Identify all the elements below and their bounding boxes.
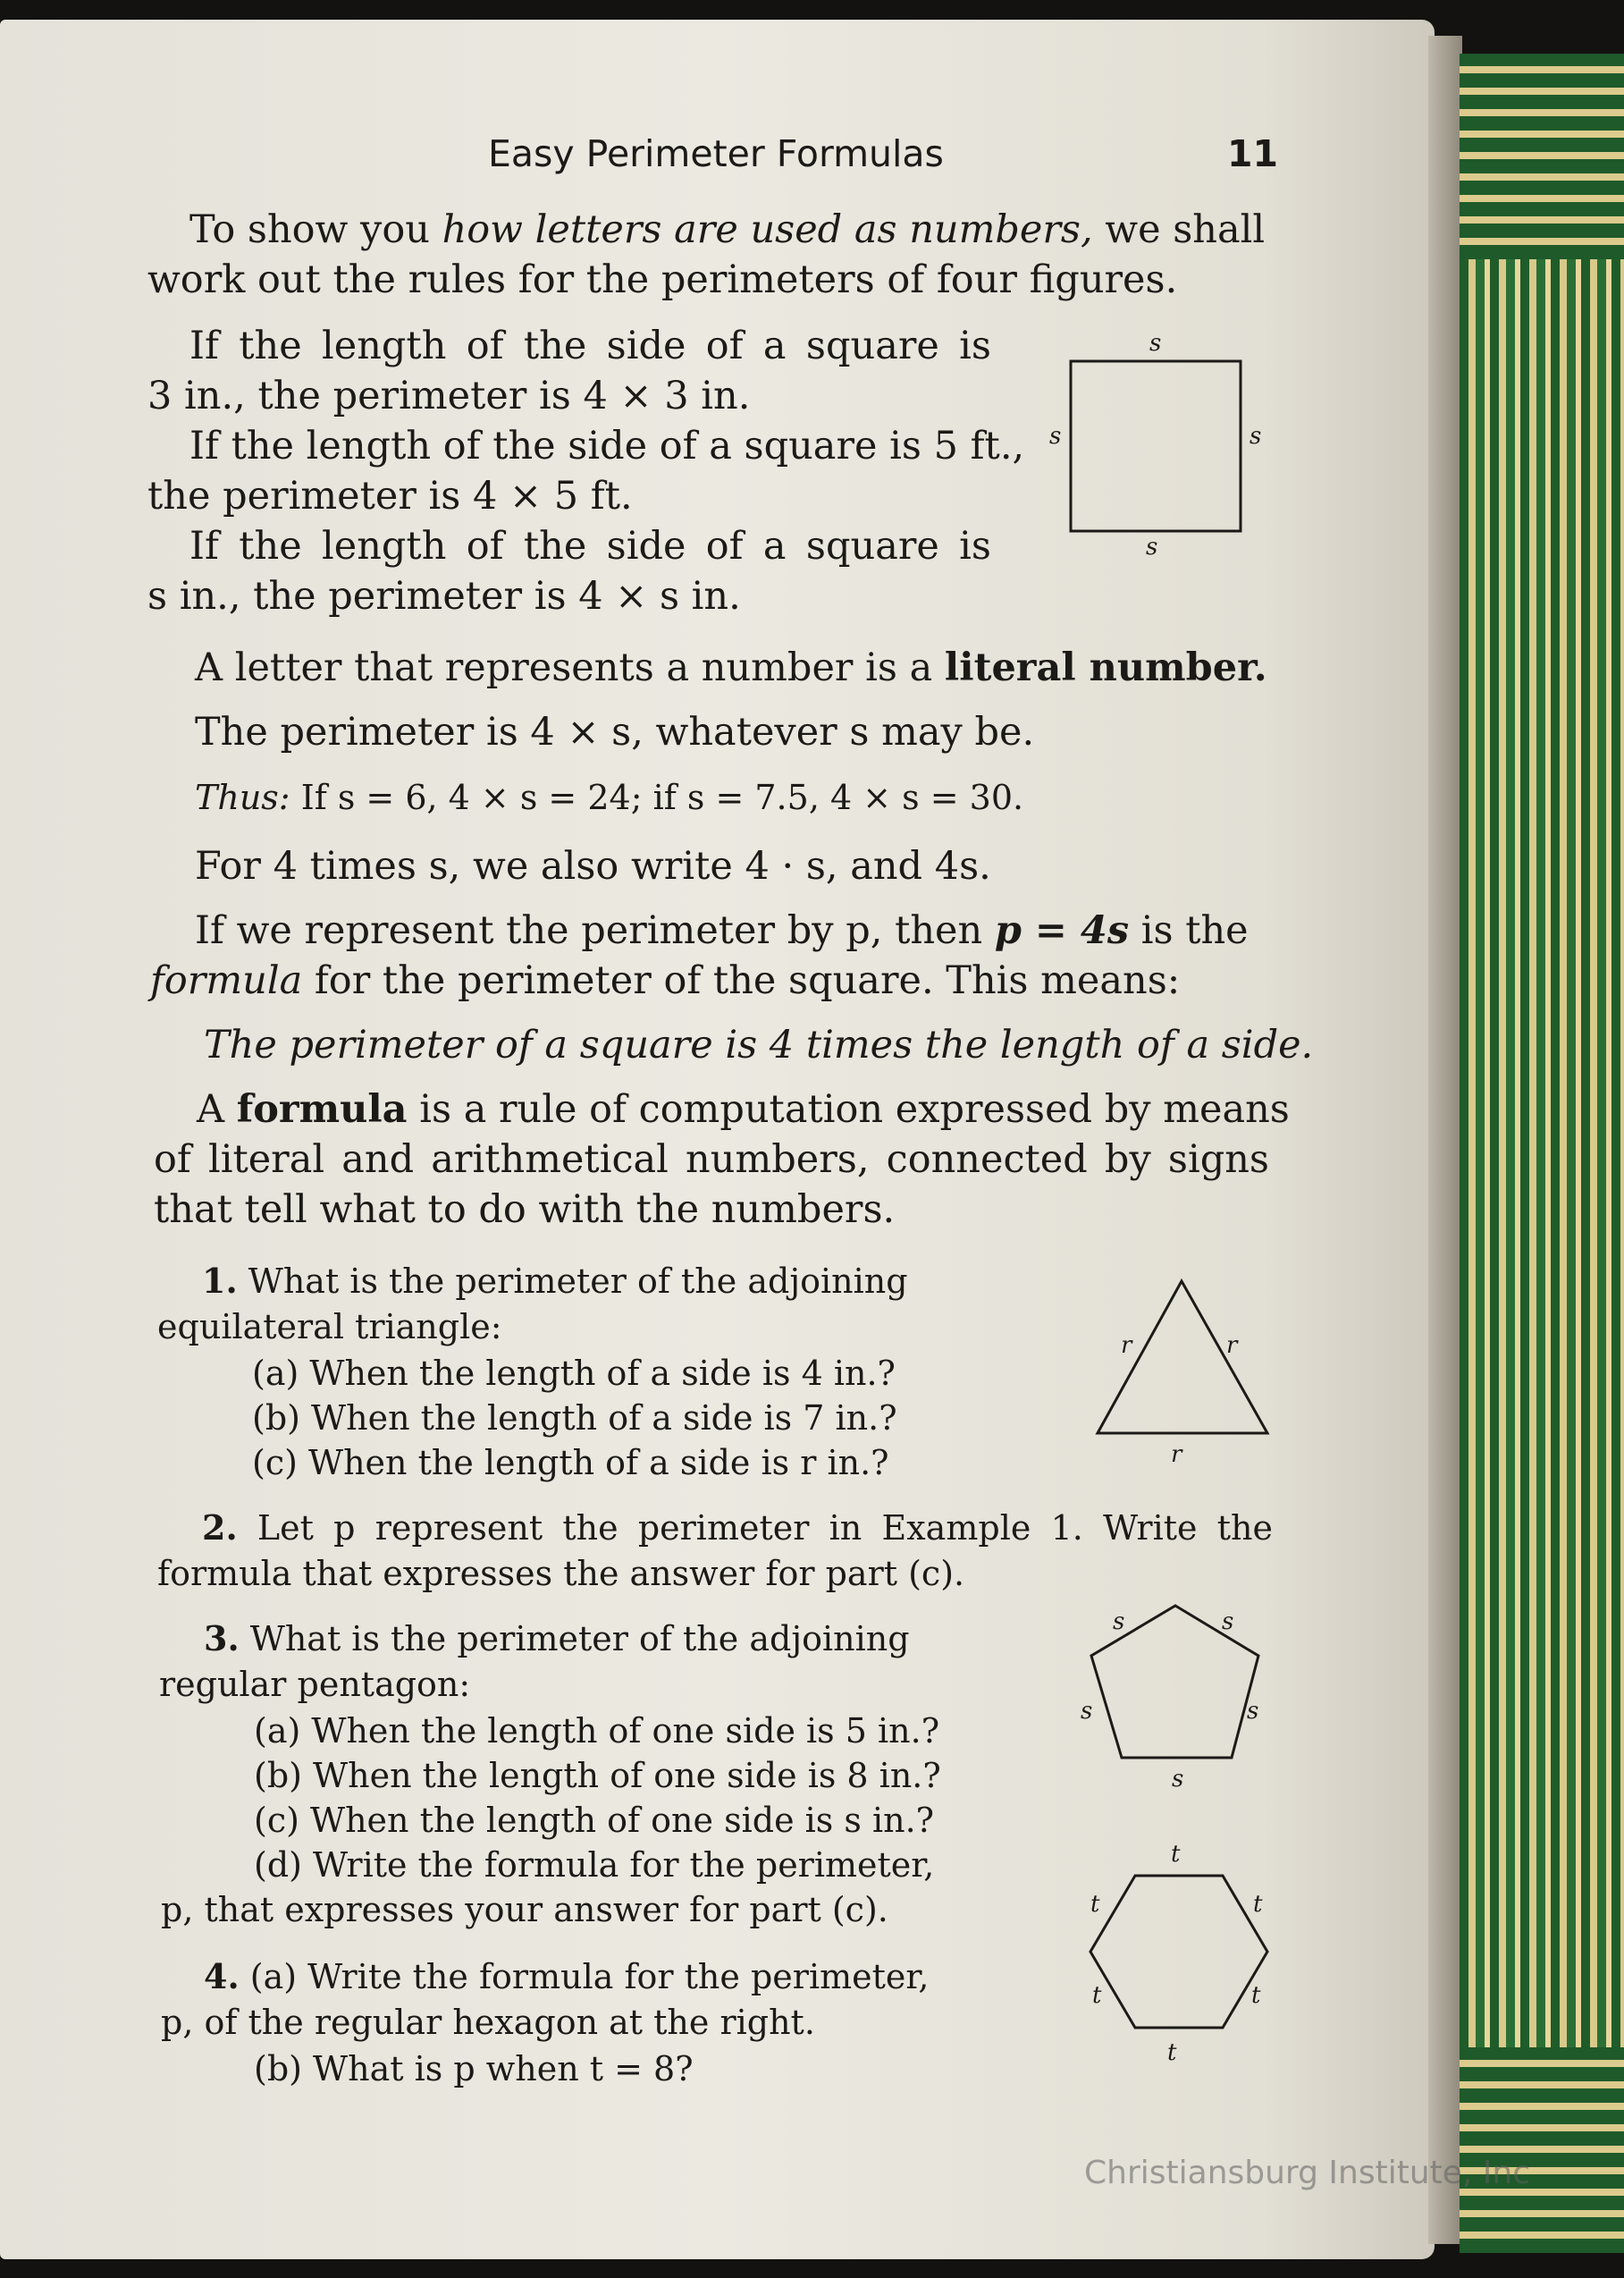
pentagon-label-top-left: s [1113,1608,1125,1635]
exercise-2-line-1: 2. Let p represent the perimeter in Example 1. Write the [202,1507,1273,1548]
square-label-left: s [1049,423,1062,450]
intro-line-2: work out the rules for the perimeters of four figures. [147,257,1178,302]
exercise-3-line-1: 3. What is the perimeter of the adjoining [204,1618,910,1658]
exercise-4-line-1: 4. (a) Write the formula for the perimeter, [204,1956,930,1996]
exercise-1-part-c: (c) When the length of a side is r in.? [252,1443,889,1482]
square-figure [1046,331,1269,572]
exercise-3-part-a: (a) When the length of one side is 5 in.? [254,1711,940,1751]
exercise-1-line-1: 1. What is the perimeter of the adjoining [202,1261,908,1301]
square-text-1: If the length of the side of a square is [189,324,991,368]
square-text-5: If the length of the side of a square is [189,524,991,569]
triangle-label-left: r [1121,1332,1132,1359]
literal-number-definition: A letter that represents a number is a literal number. [195,645,1267,690]
exercise-2-line-2: formula that expresses the answer for part (c). [157,1554,965,1593]
pentagon-label-left: s [1081,1698,1093,1725]
exercise-1-part-a: (a) When the length of a side is 4 in.? [252,1354,896,1393]
exercise-4-line-2: p, of the regular hexagon at the right. [161,2003,815,2042]
exercise-3-part-d-cont: p, that expresses your answer for part (c). [161,1890,888,1929]
page-title: Easy Perimeter Formulas [488,132,944,175]
formula-definition-2: of literal and arithmetical numbers, connected by signs [154,1137,1269,1182]
square-text-6: s in., the perimeter is 4 × s in. [147,574,741,619]
formula-definition-3: that tell what to do with the numbers. [154,1187,896,1232]
perimeter-rule: The perimeter of a square is 4 times the length of a side. [204,1023,1314,1067]
exercise-1-line-2: equilateral triangle: [157,1307,502,1346]
square-text-4: the perimeter is 4 × 5 ft. [147,474,633,519]
pentagon-label-top-right: s [1222,1608,1234,1635]
square-label-bottom: s [1146,534,1158,561]
represent-line-2: formula for the perimeter of the square. This means: [150,958,1181,1003]
hexagon-label-top-right: t [1253,1891,1263,1918]
exercise-4-part-b: (b) What is p when t = 8? [254,2049,694,2088]
triangle-label-right: r [1226,1332,1238,1359]
thus-example: Thus: If s = 6, 4 × s = 24; if s = 7.5, 4 × s = 30. [195,778,1024,817]
book-cover-band-bottom [1460,2047,1624,2253]
formula-definition-1: A formula is a rule of computation expressed by means [197,1087,1290,1132]
square-text-3: If the length of the side of a square is 5 ft., [189,424,1025,468]
square-label-right: s [1250,423,1262,450]
perimeter-statement: The perimeter is 4 × s, whatever s may be. [195,710,1035,755]
hexagon-label-bottom-left: t [1092,1982,1102,2009]
book-cover-band-top [1460,54,1624,259]
book-cover-stripes [1460,54,1624,2235]
hexagon-label-top-left: t [1090,1891,1100,1918]
hexagon-figure [1081,1842,1296,2074]
also-write: For 4 times s, we also write 4 · s, and 4s. [195,844,991,889]
hexagon-label-bottom: t [1167,2039,1177,2066]
pentagon-figure [1081,1600,1283,1797]
page-edges [1428,36,1462,2244]
exercise-3-part-d: (d) Write the formula for the perimeter, [254,1845,935,1885]
intro-line-1: To show you how letters are used as numbers, we shall [189,207,1266,252]
exercise-3-part-c: (c) When the length of one side is s in.? [254,1801,935,1840]
exercise-3-line-2: regular pentagon: [159,1665,471,1704]
exercise-1-part-b: (b) When the length of a side is 7 in.? [252,1398,897,1438]
represent-line-1: If we represent the perimeter by p, then p = 4s is the [195,908,1249,953]
hexagon-label-top: t [1171,1841,1181,1868]
watermark: Christiansburg Institute, Inc [1084,2155,1531,2191]
pentagon-label-right: s [1247,1698,1259,1725]
hexagon-label-bottom-right: t [1251,1982,1261,2009]
square-text-2: 3 in., the perimeter is 4 × 3 in. [147,374,751,418]
pentagon-label-bottom: s [1172,1766,1184,1793]
square-label-top: s [1149,330,1162,357]
page-number: 11 [1227,132,1279,175]
triangle-label-bottom: r [1171,1441,1182,1468]
exercise-3-part-b: (b) When the length of one side is 8 in.? [254,1756,941,1795]
square-shape [1071,361,1241,531]
triangle-figure [1081,1274,1296,1471]
hexagon-shape [1090,1876,1267,2028]
